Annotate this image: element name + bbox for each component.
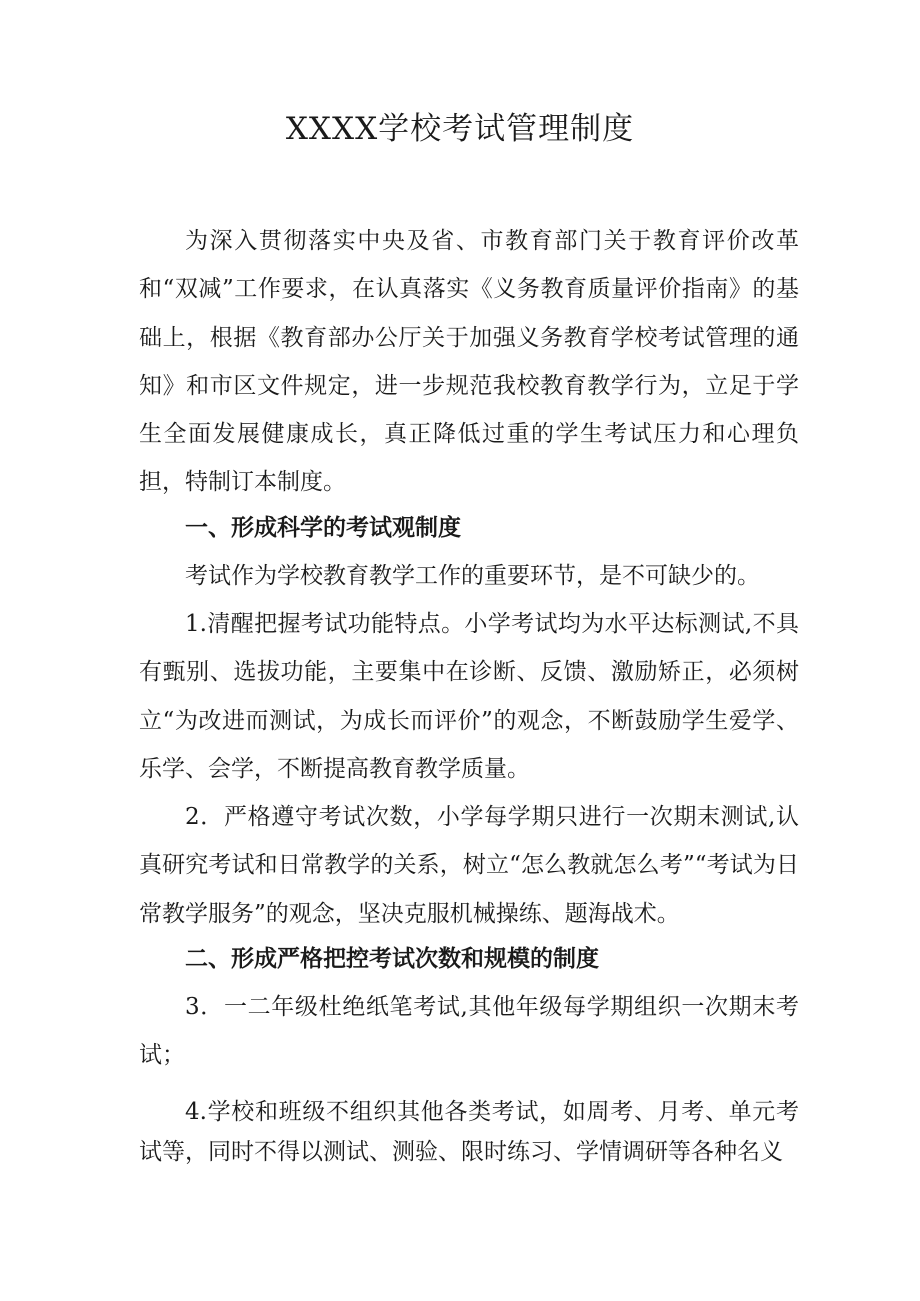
- item1-paragraph: 1.清醒把握考试功能特点。小学考试均为水平达标测试,不具有甄别、选拔功能，主要集中在诊断、反馈、激励矫正，必须树立“为改进而测试，为成长而评价”的观念，不断鼓励学生爱学、乐学、会学，不断提高教育教学质量。: [139, 611, 799, 782]
- item3-paragraph: 3．一二年级杜绝纸笔考试,其他年级每学期组织一次期末考试；: [139, 994, 799, 1069]
- document-title: XXXX学校考试管理制度: [285, 111, 635, 147]
- intro-paragraph: 为深入贯彻落实中央及省、市教育部门关于教育评价改革和“双减”工作要求，在认真落实《义务教育质量评价指南》的基础上，根据《教育部办公厅关于加强义务教育学校考试管理的通知》和市区文件规定，进一步规范我校教育教学行为，立足于学生全面发展健康成长，真正降低过重的学生考试压力和心理负担，特制订本制度。: [139, 228, 799, 496]
- item2-paragraph: 2．严格遵守考试次数，小学每学期只进行一次期末测试,认真研究考试和日常教学的关系，树立“怎么教就怎么考”“考试为日常教学服务”的观念，坚决克服机械操练、题海战术。: [139, 804, 799, 927]
- section2-heading: 二、形成严格把控考试次数和规模的制度: [185, 946, 599, 972]
- section1-heading: 一、形成科学的考试观制度: [185, 515, 461, 541]
- section1-lead-paragraph: 考试作为学校教育教学工作的重要环节，是不可缺少的。: [185, 563, 760, 589]
- item4-paragraph: 4.学校和班级不组织其他各类考试，如周考、月考、单元考试等，同时不得以测试、测验、限时练习、学情调研等各种名义: [139, 1099, 799, 1165]
